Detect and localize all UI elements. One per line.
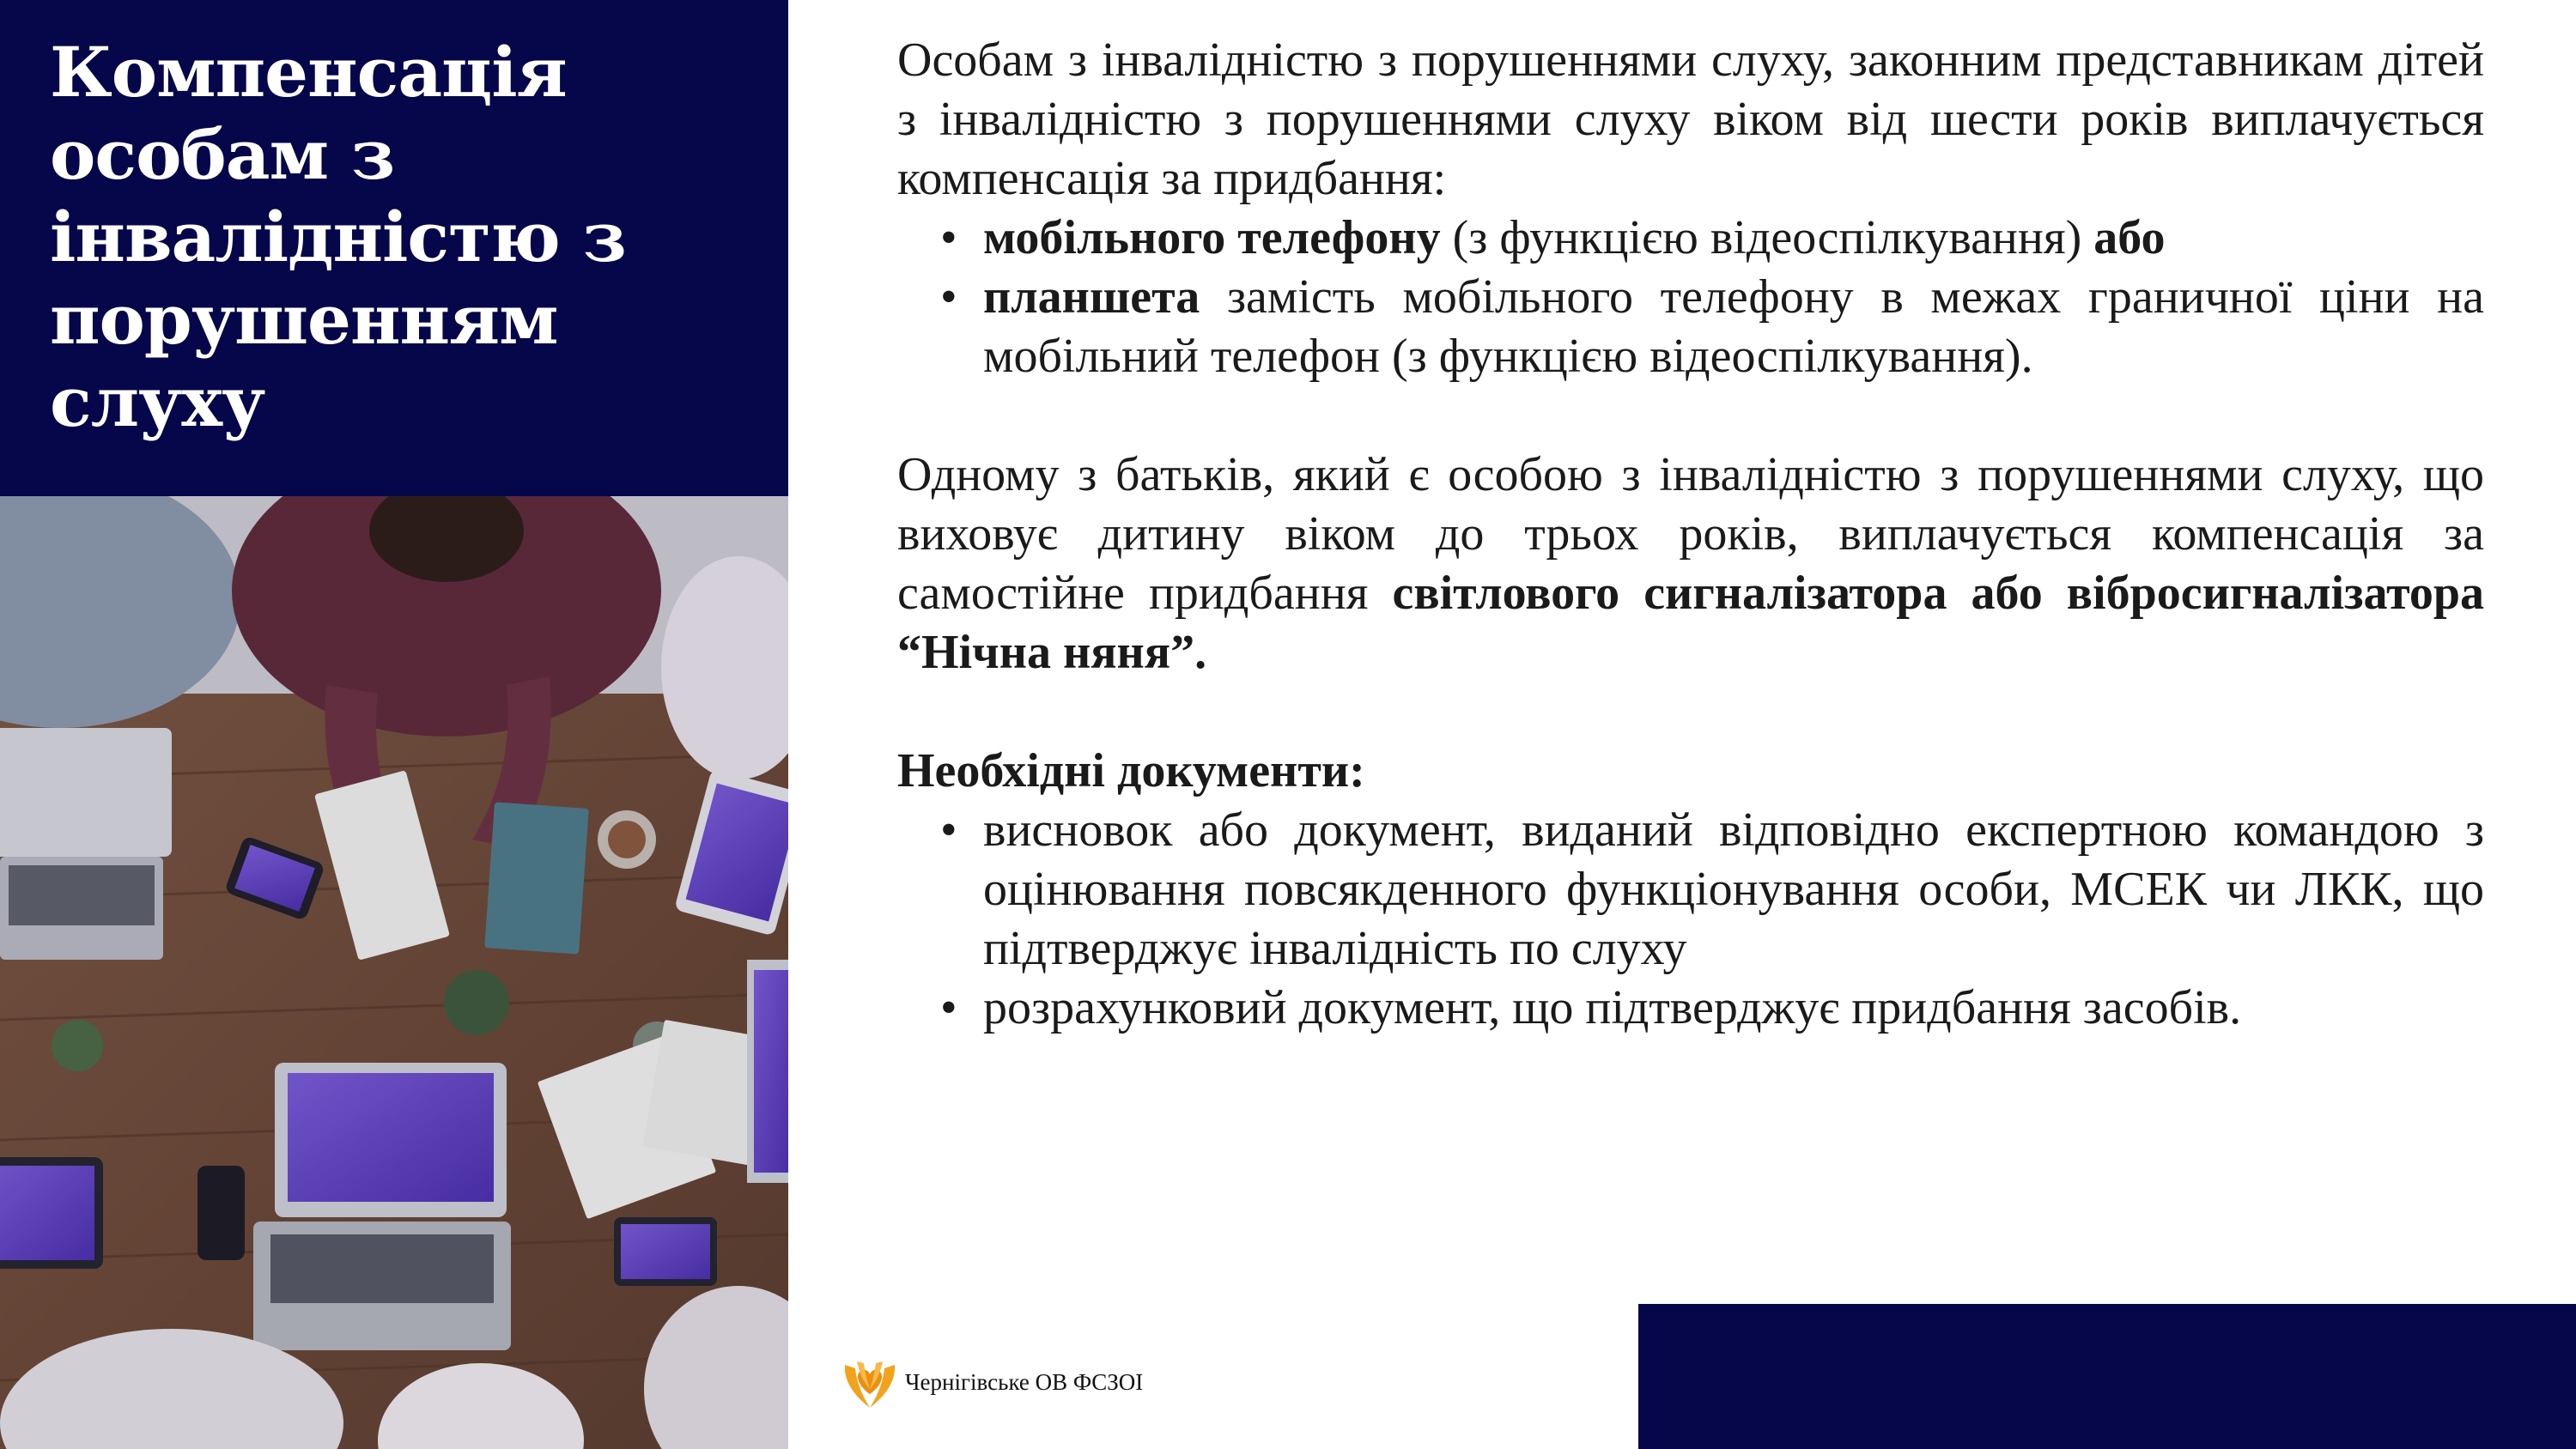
main-content — [897, 31, 2484, 1038]
device-name: планшета — [983, 270, 1200, 324]
page-title: Компенсація особам з інвалідністю з порушенням слуху — [50, 32, 626, 442]
device-note: замість мобільного телефону в межах граничної ціни на мобільний телефон (з функцією відеоспілкування). — [983, 270, 2484, 383]
meeting-photo — [0, 496, 788, 1449]
corner-decoration — [1638, 1304, 2576, 1449]
documents-list — [897, 801, 2484, 1038]
device-note: (з функцією відеоспілкування) — [1440, 211, 2094, 264]
list-item: • висновок або документ, виданий відповідно експертною командою з оцінювання повсякденного функціонування особи, МСЕК чи ЛКК, що підтверджує інвалідність по слуху — [983, 801, 2484, 979]
title-panel — [0, 0, 788, 496]
list-item — [983, 209, 2484, 268]
heart-hands-icon — [840, 1353, 900, 1413]
device-list — [897, 209, 2484, 386]
parent-paragraph — [897, 446, 2484, 682]
list-item: • розрахунковий документ, що підтверджує придбання засобів. — [983, 979, 2484, 1038]
list-item — [983, 268, 2484, 386]
parent-text: Одному з батьків, який є особою з інвалідністю з порушеннями слуху, що виховує дитину віком до трьох років, виплачується компенсація за самостійне придбання — [897, 448, 2484, 620]
organization-name: Чернігівське ОВ ФСЗОІ — [905, 1369, 1144, 1395]
parent-device: світлового сигналізатора або вібросигналізатора “Нічна няня”. — [897, 567, 2484, 679]
intro-paragraph: Особам з інвалідністю з порушеннями слуху, законним представникам дітей з інвалідністю з порушеннями слуху віком від шести років виплачується компенсація за придбання: — [897, 33, 2484, 205]
conjunction: або — [2093, 211, 2166, 264]
documents-heading: Необхідні документи: — [897, 744, 1365, 797]
device-name: мобільного телефону — [983, 211, 1441, 264]
